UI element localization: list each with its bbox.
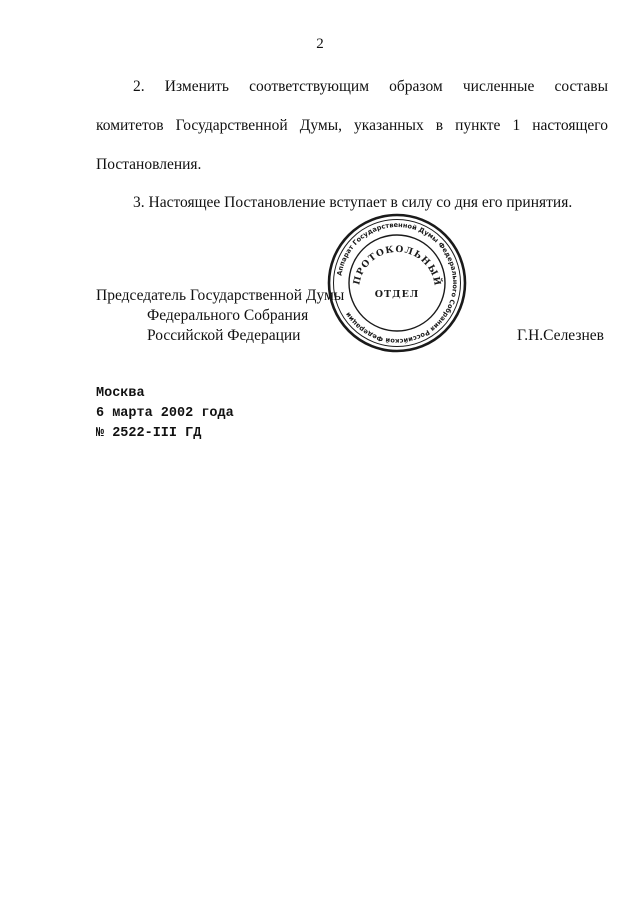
signature-title-line-3: Российской Федерации bbox=[147, 327, 301, 344]
item-2-line-1: 2. Изменить соответствующим образом численные составы bbox=[133, 78, 608, 95]
signature-title-line-1: Председатель Государственной Думы bbox=[96, 287, 345, 304]
stamp-outer-text: Аппарат Государственной Думы Федерального Собрания Российской Федерации bbox=[335, 220, 460, 346]
stamp-center-text: ОТДЕЛ bbox=[374, 289, 420, 300]
page-number: 2 bbox=[316, 36, 324, 52]
item-2-line-2: комитетов Государственной Думы, указанных в пункте 1 настоящего bbox=[96, 117, 608, 134]
signatory-name: Г.Н.Селезнев bbox=[517, 327, 604, 344]
footer-city: Москва bbox=[96, 386, 145, 401]
item-2-line-3: Постановления. bbox=[96, 156, 202, 173]
footer-number: № 2522-III ГД bbox=[96, 426, 202, 441]
official-stamp bbox=[326, 212, 468, 354]
signature-title-line-2: Федерального Собрания bbox=[147, 307, 309, 324]
footer-date: 6 марта 2002 года bbox=[96, 406, 234, 421]
stamp-inner-text: ПРОТОКОЛЬНЫЙ bbox=[352, 244, 443, 288]
item-3: 3. Настоящее Постановление вступает в силу со дня его принятия. bbox=[133, 194, 573, 211]
